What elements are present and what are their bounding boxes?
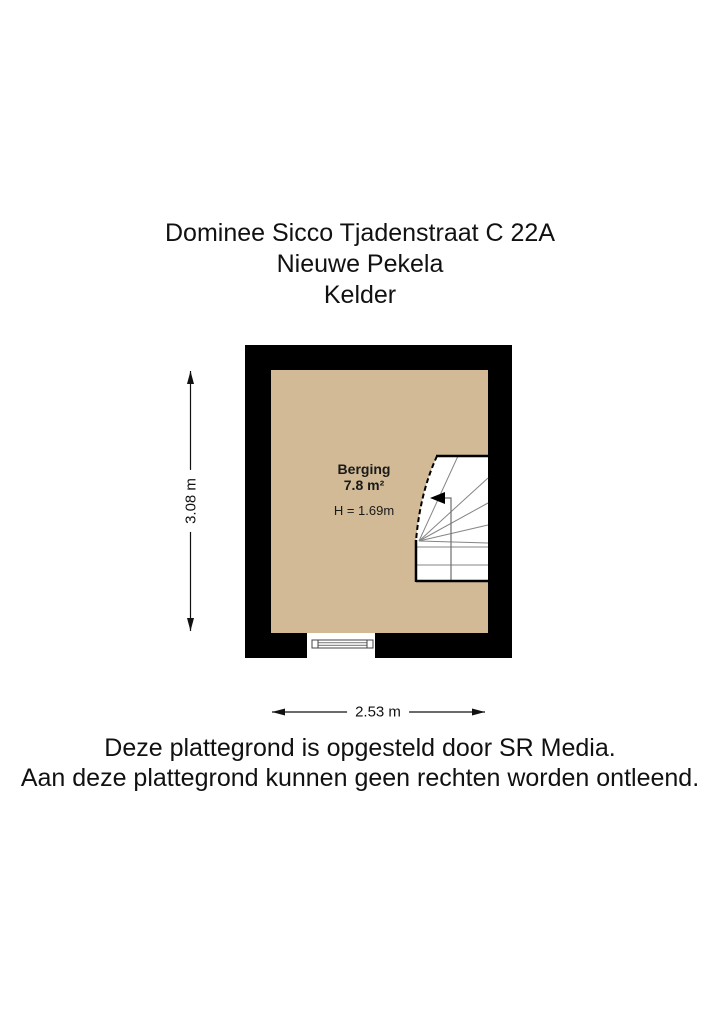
footer-credit: Deze plattegrond is opgesteld door SR Media.	[104, 734, 616, 762]
footer-block	[0, 733, 720, 793]
title-street: Dominee Sicco Tjadenstraat C 22A	[164, 219, 555, 247]
window-glazing	[318, 643, 367, 646]
title-floor: Kelder	[323, 281, 397, 309]
room-name: Berging	[337, 461, 391, 477]
title-city: Nieuwe Pekela	[276, 250, 444, 278]
dimension-arrow-left-icon	[272, 709, 285, 716]
dimension-arrow-right-icon	[472, 709, 485, 716]
dimension-arrow-up-icon	[187, 371, 194, 384]
width-dimension-label: 2.53 m	[347, 703, 409, 722]
room-label	[334, 461, 394, 518]
window-symbol	[312, 640, 373, 648]
footer-disclaimer: Aan deze plattegrond kunnen geen rechten worden ontleend.	[20, 764, 700, 792]
room-ceiling-height: H = 1.69m	[333, 503, 395, 518]
room-area: 7.8 m²	[343, 477, 385, 493]
dimension-arrow-down-icon	[187, 618, 194, 631]
height-dimension-label: 3.08 m	[182, 470, 201, 532]
